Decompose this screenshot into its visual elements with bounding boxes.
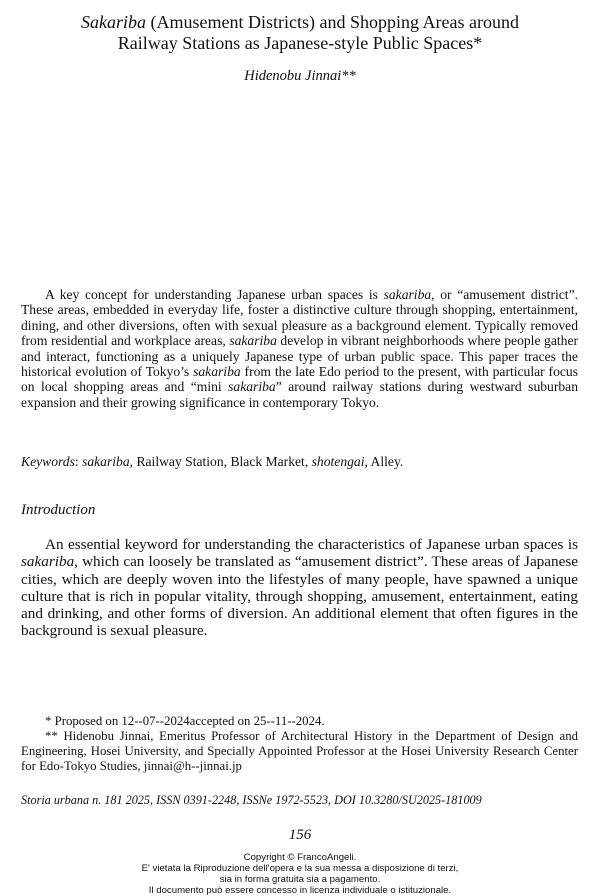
- copyright-line-4: Il documento può essere concesso in licenza individuale o istituzionale.: [148, 885, 452, 896]
- footnotes: [21, 714, 578, 774]
- keywords-label: Keywords: [21, 454, 75, 469]
- abstract-term: sakariba: [228, 379, 276, 395]
- section-heading-introduction: Introduction: [21, 502, 96, 518]
- abstract-text: from the late Edo period to the present, with particular focus on local shopping areas and “mini: [21, 364, 579, 395]
- keyword-sakariba: sakariba: [82, 454, 130, 469]
- copyright-notice: [0, 852, 600, 896]
- title-term-sakariba: Sakariba: [81, 12, 147, 32]
- copyright-line-2: E' vietata la Riproduzione dell'opera e la sua messa a disposizione di terzi,: [141, 863, 459, 874]
- footnote-submission-dates: * Proposed on 12--07--2024accepted on 25--11--2024.: [45, 714, 325, 728]
- journal-citation: Storia urbana n. 181 2025, ISSN 0391-2248, ISSNe 1972-5523, DOI 10.3280/SU2025-181009: [21, 793, 482, 807]
- keywords-separator: :: [74, 454, 83, 469]
- title-line-2: Railway Stations as Japanese-style Public Spaces*: [117, 33, 483, 53]
- intro-term: sakariba: [21, 553, 75, 571]
- footnote-author-affiliation: ** Hidenobu Jinnai, Emeritus Professor of Architectural History in the Department of Design and Engineering, Hosei University, and Specially Appointed Professor at the Hosei University Research Center for Edo-Tokyo Studies, jinnai@h--jinnai.jp: [21, 729, 578, 773]
- abstract-term: sakariba: [193, 364, 241, 380]
- title-line-1: [20, 12, 580, 33]
- article-title: [20, 12, 580, 54]
- abstract-text: , or “amusement district”. These areas, embedded in everyday life, foster a distinctive culture through shopping, entertainment, dining, and other diversions, often with sexual pleasure as a background element. Typically removed from residential and workplace areas,: [21, 287, 579, 349]
- keywords-line: [21, 454, 578, 470]
- abstract-paragraph: [21, 287, 578, 410]
- copyright-line-1: Copyright © FrancoAngeli.: [243, 852, 357, 863]
- abstract-text: A key concept for understanding Japanese urban spaces is: [45, 287, 384, 302]
- keyword-shotengai: shotengai: [311, 454, 365, 469]
- title-line-1-rest: (Amusement Districts) and Shopping Areas around: [146, 12, 519, 32]
- intro-text: , which can loosely be translated as “amusement district”. These areas of Japanese cities, which are deeply woven into the lifestyles of many people, have spawned a unique culture that is rich in popular vitality, through shopping, amusement, entertainment, eating and drinking, and other forms of diversion. An additional element that often figures in the background is sexual pleasure.: [21, 553, 578, 640]
- copyright-line-3: sia in forma gratuita sia a pagamento.: [219, 874, 381, 885]
- author-name: Hidenobu Jinnai**: [244, 68, 356, 84]
- page-number: 156: [288, 827, 312, 843]
- intro-text: An essential keyword for understanding the characteristics of Japanese urban spaces is: [45, 536, 578, 553]
- keywords-middle: , Railway Station, Black Market,: [129, 454, 312, 469]
- abstract-term: sakariba: [229, 333, 277, 349]
- introduction-paragraph: [21, 536, 578, 640]
- abstract-text: develop in vibrant neighborhoods where people gather and interact, functioning as a uniquely Japanese type of urban public space. This paper traces the historical evolution of Tokyo’s: [21, 333, 578, 380]
- keywords-end: , Alley.: [364, 454, 404, 469]
- abstract-text: ” around railway stations during westward suburban expansion and their growing significance in contemporary Tokyo.: [21, 379, 578, 410]
- abstract-term: sakariba: [383, 287, 432, 302]
